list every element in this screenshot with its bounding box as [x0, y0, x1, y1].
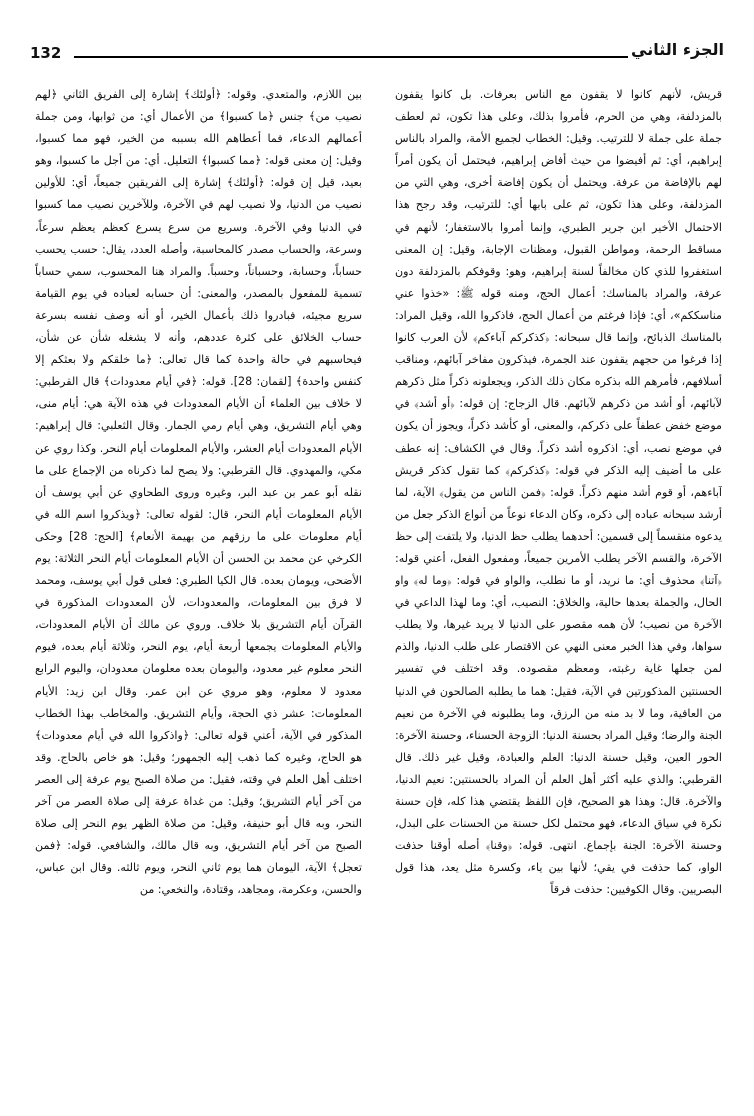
paragraph: بين اللازم، والمتعدي. وقوله: ﴿أولئك﴾ إشارة إلى الفريق الثاني ﴿لهم نصيب من﴾ جنس ﴿ما كسبوا﴾ من الأعمال أي: من ثوابها، ومن جملة أعمالهم الدعاء، فما أعطاهم الله بسببه من الخير، فهو مما كسبوا، وقيل: إن معنى قوله: ﴿مما كسبوا﴾ التعليل. أي: من أجل ما كسبوا، وهو بعيد، قيل إن قوله: ﴿أولئك﴾ إشارة إلى الفريقين جميعاً، أي: للأولين نصيب من الدنيا، ولا نصيب لهم في الآخرة، وللآخرين نصيب مما كسبوا في الدنيا وفي الآخرة. وسريع من سرع يسرع كعظم يعظم سرعاً، وسرعة، والحساب مصدر كالمحاسبة، وأصله العدد، يقال: حسب يحسب حساباً، وحسابة، وحسباناً، وحسباً. والمراد هنا المحسوب، سمي حساباً تسمية للمفعول بالمصدر، والمعنى: أن حسابه لعباده في يوم القيامة سريع مجيئه، فبادروا ذلك بأعمال الخير، أو أنه وصف نفسه بسرعة حساب الخلائق على كثرة عددهم، وأنه لا يشغله شأن عن شأن، فيحاسبهم في حالة واحدة كما قال تعالى: ﴿ما خلقكم ولا بعثكم إلا كنفس واحدة﴾ [لقمان: 28]. قوله: ﴿في أيام معدودات﴾ قال القرطبي: لا خلاف بين العلماء أن الأيام المعدودات في هذه الآية هي: أيام منى، وهي أيام التشريق، وهي أيام رمي الجمار. وقال الثعلبي: قال إبراهيم: الأيام المعدودات أيام العشر، والأيام المعلومات أيام النحر. وكذا روي عن مكي، والمهدوي. قال القرطبي: ولا يصح لما ذكرناه من الإجماع على ما نقله أبو عمر بن عبد البر، وغيره وروى الطحاوي عن أبي يوسف أن الأيام المعلومات أيام النحر، قال: لقوله تعالى: ﴿ويذكروا اسم الله في أيام معلومات على ما رزقهم من بهيمة الأنعام﴾ [الحج: 28] وحكى الكرخي عن محمد بن الحسن أن الأيام المعلومات أيام النحر الثلاثة: يوم الأضحى، ويومان بعده. قال الكيا الطبري: فعلى قول أبي يوسف، ومحمد لا فرق بين المعلومات، والمعدودات، لأن المعدودات المذكورة في القرآن أيام التشريق بلا خلاف. وروي عن مالك أن الأيام المعدودات، والأيام المعلومات يجمعها أربعة أيام، يوم النحر، وثلاثة أيام بعده، فيوم النحر معلوم غير معدود، واليومان بعده معلومان معدودان، واليوم الرابع معدود لا معلوم، وهو مروي عن ابن عمر. وقال ابن زيد: الأيام المعلومات: عشر ذي الحجة، وأيام التشريق. والمخاطب بهذا الخطاب المذكور في الآية، أعني قوله تعالى: ﴿واذكروا الله في أيام معدودات﴾ هو الحاج، وغيره كما ذهب إليه الجمهور؛ وقيل: هو خاص بالحاج. وقد اختلف أهل العلم في وقته، فقيل: من صلاة الصبح يوم عرفة إلى العصر من آخر أيام التشريق؛ وقيل: من غداة عرفة إلى صلاة العصر من آخر النحر، وبه قال أبو حنيفة، وقيل: من صلاة الظهر يوم النحر إلى صلاة الصبح من آخر أيام التشريق، وبه قال مالك، والشافعي. قوله: ﴿فمن تعجل﴾ الآية، اليومان هما يوم ثاني النحر، ويوم ثالثه. وقال ابن عباس، والحسن، وعكرمة، ومجاهد، وقتادة، والنخعي: من — [35, 88, 362, 897]
page-number: 132 — [30, 44, 62, 62]
page-header — [30, 40, 724, 70]
text-column-left — [35, 84, 362, 1084]
part-title: الجزء الثاني — [631, 40, 724, 59]
header-rule — [74, 56, 628, 58]
paragraph: قريش، لأنهم كانوا لا يقفون مع الناس بعرفات. بل كانوا يقفون بالمزدلفة، وهي من الحرم، فأمروا بذلك، وعلى هذا تكون، ثم لعطف جملة على جملة لا للترتيب. وقيل: الخطاب لجميع الأمة، والمراد بالناس إبراهيم، أي: ثم أفيضوا من حيث أفاض إبراهيم، فيحتمل أن يكون أمراً لهم بالإفاضة من عرفة. ويحتمل أن يكون إفاضة أخرى، وهي التي من المزدلفة، وعلى هذا تكون، ثم على بابها أي: للترتيب، وقد رجح هذا الاحتمال الأخير ابن جرير الطبري، وإنما أمروا بالاستغفار؛ لأنهم في مساقط الرحمة، ومواطن القبول، ومظنات الإجابة، وقيل: إن المعنى استغفروا للذي كان مخالفاً لسنة إبراهيم، وهو: وقوفكم بالمزدلفة دون عرفة، والمراد بالمناسك: أعمال الحج، ومنه قوله ﷺ: «خذوا عني مناسككم»، أي: فإذا فرغتم من أعمال الحج، فاذكروا الله، وقيل المراد: بالمناسك الذبائح، وإنما قال سبحانه: ﴿كذكركم آباءكم﴾ لأن العرب كانوا إذا فرغوا من حجهم يقفون عند الجمرة، فيذكرون مفاخر آبائهم، ومناقب أسلافهم، فأمرهم الله بذكره مكان ذلك الذكر، ويجعلونه ذكراً مثل ذكرهم لآبائهم، أو أشد من ذكرهم لآبائهم. قال الزجاج: إن قوله: ﴿أو أشد﴾ في موضع خفض عطفاً على ذكركم، والمعنى، أو كأشد ذكراً، ويجوز أن يكون في موضع نصب، أي: اذكروه أشد ذكراً. وقال في الكشاف: إنه عطف على ما أضيف إليه الذكر في قوله: ﴿كذكركم﴾ كما تقول كذكر قريش آباءهم، أو قوم أشد منهم ذكراً. قوله: ﴿فمن الناس من يقول﴾ الآية، لما أرشد سبحانه عباده إلى ذكره، وكان الدعاء نوعاً من أنواع الذكر جعل من يدعوه منقسماً إلى قسمين: أحدهما يطلب حظ الدنيا، ولا يلتفت إلى حظ الآخرة، والقسم الآخر يطلب الأمرين جميعاً، ومفعول الفعل، أعني قوله: ﴿آتنا﴾ محذوف أي: ما نريد، أو ما نطلب، والواو في قوله: ﴿وما له﴾ واو الحال، والجملة بعدها حالية، والخلاق: النصيب، أي: وما لهذا الداعي في الآخرة من نصيب؛ لأن همه مقصور على الدنيا لا يريد غيرها، ولا يطلب سواها، وفي هذا الخبر معنى النهي عن الاقتصار على طلب الدنيا، والذم لمن جعلها غاية رغبته، ومعظم مقصوده. وقد اختلف في تفسير الحسنتين المذكورتين في الآية، فقيل: هما ما يطلبه الصالحون في الدنيا من العافية، وما لا بد منه من الرزق، وما يطلبونه في الآخرة من نعيم الجنة والرضا؛ وقيل المراد بحسنة الدنيا: الزوجة الحسناء، وحسنة الآخرة: الحور العين، وقيل حسنة الدنيا: العلم والعبادة، وقيل غير ذلك. قال القرطبي: والذي عليه أكثر أهل العلم أن المراد بالحسنتين: نعيم الدنيا، والآخرة. قال: وهذا هو الصحيح، فإن اللفظ يقتضي هذا كله، فإن حسنة نكرة في سياق الدعاء، فهو محتمل لكل حسنة من الحسنات على البدل، وحسنة الآخرة: الجنة بإجماع. انتهى. قوله: ﴿وقنا﴾ أصله أوقنا حذفت الواو، كما حذفت في يقي؛ لأنها بين ياء، وكسرة مثل يعد، هذا قول البصريين. وقال الكوفيين: حذفت فرقاً — [395, 88, 722, 897]
text-column-right — [395, 84, 722, 1084]
